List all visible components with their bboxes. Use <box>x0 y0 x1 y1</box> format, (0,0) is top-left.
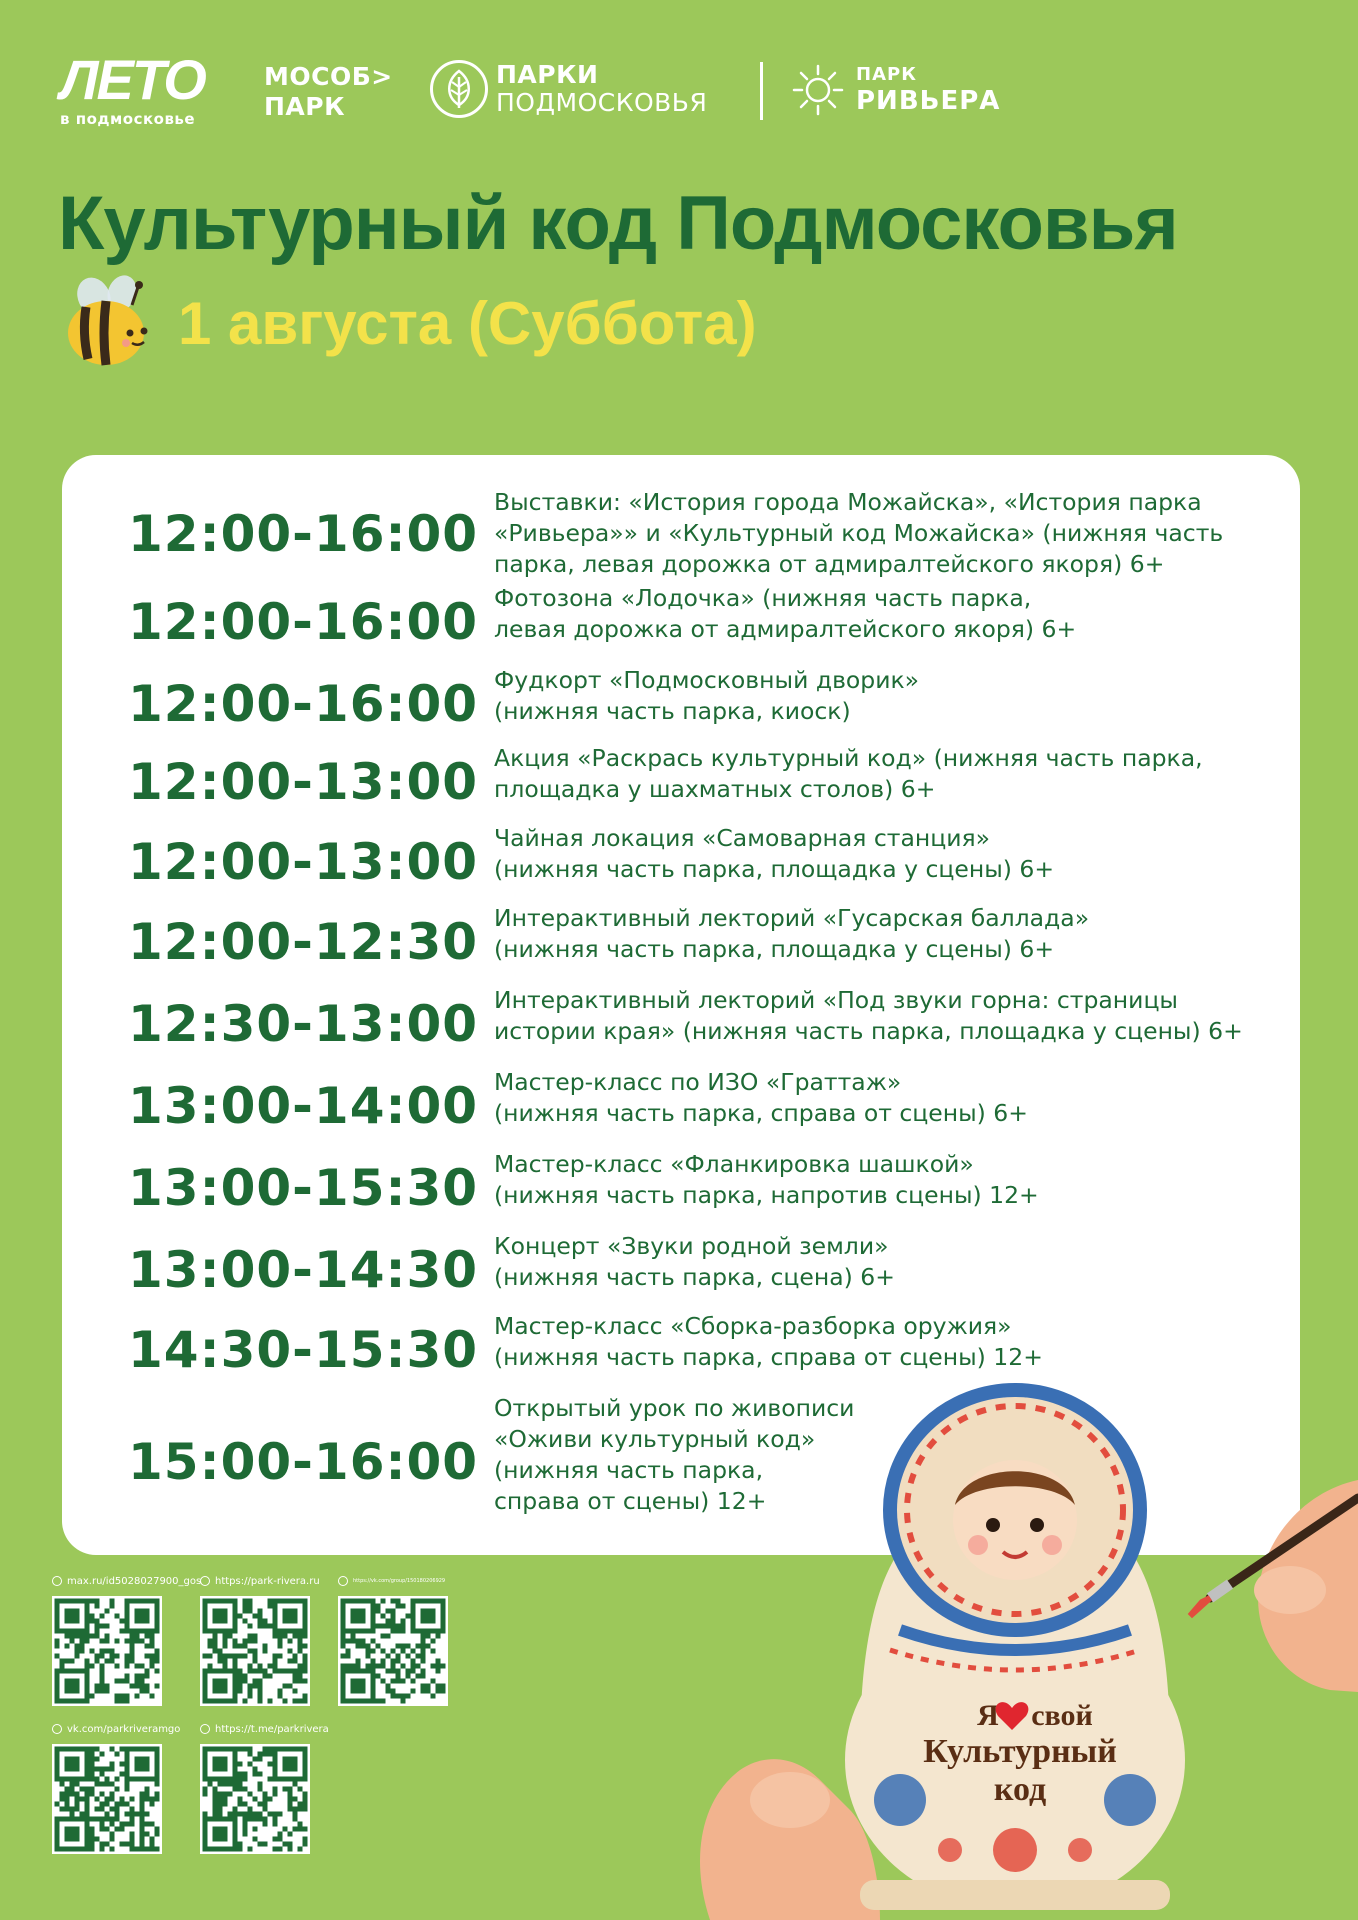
schedule-description <box>494 743 1294 805</box>
description-line: парка, левая дорожка от адмиралтейского якоря) 6+ <box>494 550 1165 578</box>
partner-logos <box>60 48 1300 132</box>
schedule-description <box>494 1311 1294 1373</box>
qr-block-vk[interactable] <box>52 1722 180 1858</box>
schedule-time: 12:30-13:00 <box>128 995 479 1053</box>
logo-divider <box>760 62 763 120</box>
schedule-description <box>494 487 1294 580</box>
description-line: Концерт «Звуки родной земли» <box>494 1232 889 1260</box>
description-line: левая дорожка от адмиралтейского якоря) 6+ <box>494 615 1077 643</box>
matryoshka-text-2: свой <box>1031 1699 1093 1732</box>
description-line: Акция «Раскрась культурный код» (нижняя часть парка, <box>494 744 1203 772</box>
schedule-description <box>494 583 1294 645</box>
description-line: (нижняя часть парка, площадка у сцены) 6+ <box>494 935 1055 963</box>
logo-leto-subtitle: в подмосковье <box>60 110 196 128</box>
schedule-description <box>494 665 1294 727</box>
description-line: Интерактивный лекторий «Гусарская баллада» <box>494 904 1090 932</box>
globe-icon <box>200 1576 210 1586</box>
description-line: (нижняя часть парка, площадка у сцены) 6+ <box>494 855 1055 883</box>
schedule-time: 12:00-13:00 <box>128 833 479 891</box>
schedule-description <box>494 1149 1294 1211</box>
description-line: (нижняя часть парка, напротив сцены) 12+ <box>494 1181 1039 1209</box>
logo-mosob-line1: МОСОБ> <box>264 62 393 91</box>
description-line: Чайная локация «Самоварная станция» <box>494 824 991 852</box>
chat-icon <box>52 1576 62 1586</box>
schedule-description <box>494 1231 1294 1293</box>
description-line: Мастер-класс по ИЗО «Граттаж» <box>494 1068 902 1096</box>
schedule-time: 12:00-12:30 <box>128 913 479 971</box>
telegram-icon <box>200 1724 210 1734</box>
logo-riviera-line1: ПАРК <box>856 64 917 85</box>
vk-icon <box>52 1724 62 1734</box>
qr-label: https://park-rivera.ru <box>215 1575 320 1587</box>
schedule-time: 12:00-13:00 <box>128 753 479 811</box>
event-date: 1 августа (Суббота) <box>178 289 757 357</box>
bee-icon <box>60 275 160 371</box>
qr-code[interactable] <box>52 1596 162 1706</box>
qr-code[interactable] <box>200 1596 310 1706</box>
description-line: Фудкорт «Подмосковный дворик» <box>494 666 920 694</box>
description-line: (нижняя часть парка, справа от сцены) 12+ <box>494 1343 1043 1371</box>
qr-code[interactable] <box>338 1596 448 1706</box>
matryoshka-text-1: Я <box>977 1699 999 1732</box>
logo-park-riviera <box>790 62 1000 118</box>
logo-leto-wordmark: ЛЕТО <box>60 48 205 111</box>
matryoshka-illustration <box>650 1380 1358 1920</box>
qr-block-site[interactable] <box>200 1574 320 1710</box>
description-line: «Оживи культурный код» <box>494 1425 816 1453</box>
description-line: (нижняя часть парка, сцена) 6+ <box>494 1263 895 1291</box>
matryoshka-text-3: Культурный <box>923 1733 1117 1770</box>
description-line: «Ривьера»» и «Культурный код Можайска» (нижняя часть <box>494 519 1224 547</box>
qr-label: vk.com/parkriveramgo <box>67 1723 181 1735</box>
qr-block-telegram[interactable] <box>200 1722 329 1858</box>
schedule-description <box>494 823 1294 885</box>
schedule-time: 12:00-16:00 <box>128 675 479 733</box>
logo-parki-podmoskovya <box>430 60 707 118</box>
description-line: справа от сцены) 12+ <box>494 1487 767 1515</box>
description-line: (нижняя часть парка, киоск) <box>494 697 851 725</box>
qr-code[interactable] <box>52 1744 162 1854</box>
qr-code[interactable] <box>200 1744 310 1854</box>
schedule-time: 15:00-16:00 <box>128 1433 479 1491</box>
page-title: Культурный код Подмосковья <box>58 181 1178 266</box>
description-line: (нижняя часть парка, справа от сцены) 6+ <box>494 1099 1028 1127</box>
schedule-time: 14:30-15:30 <box>128 1321 479 1379</box>
description-line: Мастер-класс «Фланкировка шашкой» <box>494 1150 974 1178</box>
schedule-time: 13:00-14:00 <box>128 1077 479 1135</box>
description-line: Фотозона «Лодочка» (нижняя часть парка, <box>494 584 1032 612</box>
logo-parki-line1: ПАРКИ <box>496 60 599 89</box>
logo-leto <box>60 48 205 128</box>
description-line: (нижняя часть парка, <box>494 1456 764 1484</box>
schedule-time: 13:00-15:30 <box>128 1159 479 1217</box>
description-line: Выставки: «История города Можайска», «История парка <box>494 488 1202 516</box>
sun-icon <box>790 62 846 118</box>
description-line: Открытый урок по живописи <box>494 1394 855 1422</box>
description-line: Мастер-класс «Сборка-разборка оружия» <box>494 1312 1012 1340</box>
qr-block-vk-group[interactable] <box>338 1574 448 1710</box>
matryoshka-text-4: код <box>993 1771 1047 1808</box>
logo-mosobpark <box>264 62 393 122</box>
logo-mosob-line2: ПАРК <box>264 92 346 121</box>
date-row <box>60 275 757 371</box>
schedule-time: 12:00-16:00 <box>128 593 479 651</box>
schedule-time: 12:00-16:00 <box>128 505 479 563</box>
description-line: Интерактивный лекторий «Под звуки горна: страницы <box>494 986 1178 1014</box>
leaf-icon <box>430 60 488 118</box>
qr-label: https://vk.com/group/150180206929 <box>353 1578 446 1584</box>
description-line: истории края» (нижняя часть парка, площадка у сцены) 6+ <box>494 1017 1243 1045</box>
schedule-description <box>494 985 1294 1047</box>
qr-label: max.ru/id5028027900_gos <box>67 1575 202 1587</box>
schedule-time: 13:00-14:30 <box>128 1241 479 1299</box>
link-icon <box>338 1576 348 1586</box>
qr-label: https://t.me/parkrivera <box>215 1723 329 1735</box>
logo-parki-line2: ПОДМОСКОВЬЯ <box>496 88 708 117</box>
description-line: площадка у шахматных столов) 6+ <box>494 775 936 803</box>
schedule-description <box>494 903 1294 965</box>
qr-block-max[interactable] <box>52 1574 201 1710</box>
logo-riviera-line2: РИВЬЕРА <box>856 86 1001 116</box>
schedule-description <box>494 1067 1294 1129</box>
